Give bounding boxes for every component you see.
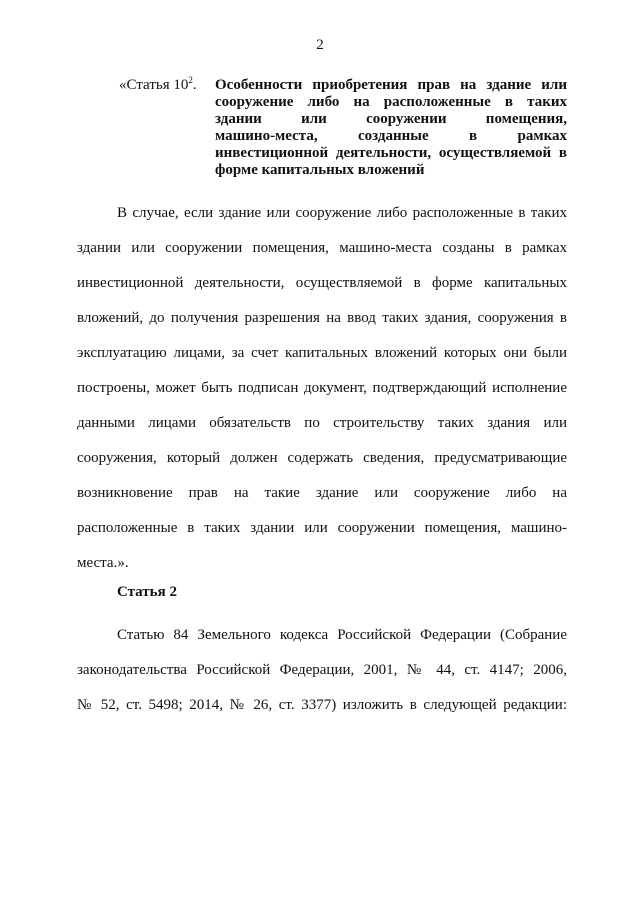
- paragraph-line: Статью 84 Земельного кодекса Российской Федерации (Собрание: [117, 627, 567, 643]
- paragraph-line: здании или сооружении помещения, машино-места созданы в рамках: [77, 240, 567, 256]
- paragraph-line: законодательства Российской Федерации, 2001, № 44, ст. 4147; 2006,: [77, 662, 567, 678]
- article-title-line: сооружение либо на расположенные в таких: [215, 94, 567, 110]
- article-number-text: «Статья 10: [119, 77, 189, 93]
- article-title-line: форме капитальных вложений: [215, 162, 425, 178]
- paragraph-line: места.».: [77, 555, 129, 571]
- article-title-line: здании или сооружении помещения,: [215, 111, 567, 127]
- article-title-line: инвестиционной деятельности, осуществляемой в: [215, 145, 567, 161]
- paragraph-line: эксплуатацию лицами, за счет капитальных вложений которых они были: [77, 345, 567, 361]
- article-number-suffix: .: [192, 77, 197, 93]
- paragraph-line: вложений, до получения разрешения на ввод таких здания, сооружения в: [77, 310, 567, 326]
- paragraph-line: В случае, если здание или сооружение либо расположенные в таких: [117, 205, 567, 221]
- article-title-line: Особенности приобретения прав на здание или: [215, 77, 567, 93]
- article-title-line: машино-места, созданные в рамках: [215, 128, 567, 144]
- paragraph-line: № 52, ст. 5498; 2014, № 26, ст. 3377) изложить в следующей редакции:: [77, 697, 567, 713]
- paragraph-line: построены, может быть подписан документ, подтверждающий исполнение: [77, 380, 567, 396]
- article-2-title: Статья 2: [117, 584, 177, 600]
- page-number: 2: [316, 37, 324, 53]
- paragraph-line: данными лицами обязательств по строительству таких здания или: [77, 415, 567, 431]
- body-paragraph-2: [77, 618, 567, 723]
- body-paragraph-1: [77, 196, 567, 581]
- paragraph-line: сооружения, который должен содержать сведения, предусматривающие: [77, 450, 567, 466]
- article-number-superscript: 2: [188, 75, 193, 85]
- paragraph-line: инвестиционной деятельности, осуществляемой в форме капитальных: [77, 275, 567, 291]
- paragraph-line: расположенные в таких здании или сооружении помещения, машино-: [77, 520, 567, 536]
- paragraph-line: возникновение прав на такие здание или сооружение либо на: [77, 485, 567, 501]
- article-title: [215, 77, 567, 179]
- article-number: [119, 77, 197, 94]
